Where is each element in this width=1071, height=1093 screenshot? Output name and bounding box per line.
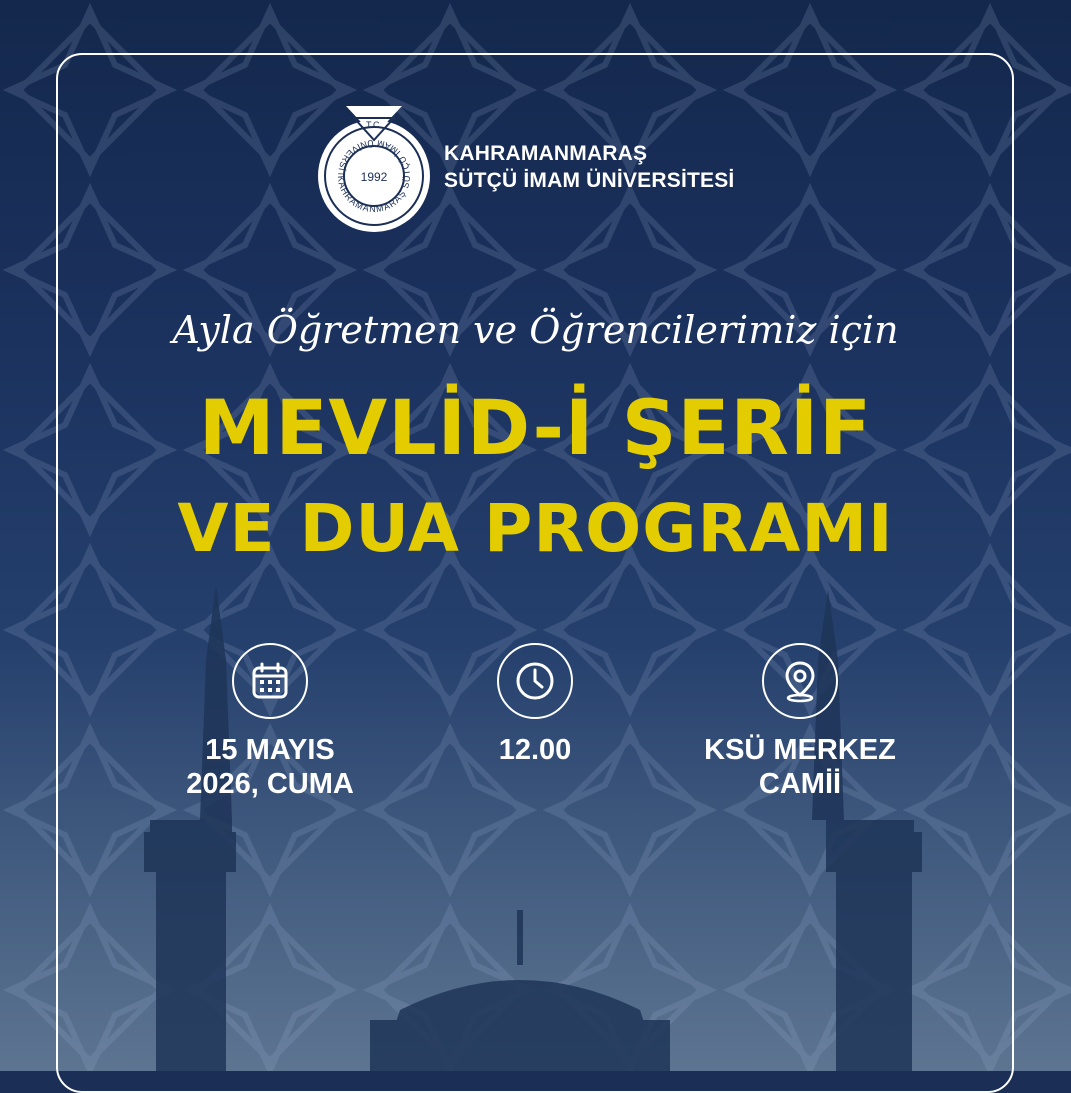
location-pin-icon — [762, 643, 838, 719]
event-place — [660, 733, 940, 801]
calendar-icon — [232, 643, 308, 719]
event-subtitle: Ayla Öğretmen ve Öğrencilerimiz için — [172, 308, 899, 352]
event-time: 12.00 — [498, 734, 572, 766]
university-name — [444, 140, 734, 194]
event-place-line2: CAMİİ — [758, 768, 842, 800]
event-title-line1: MEVLİD-İ ŞERİF — [198, 383, 873, 472]
clock-icon — [497, 643, 573, 719]
svg-text:T.C.: T.C. — [365, 120, 383, 130]
event-date-line1: 15 MAYIS — [205, 734, 335, 766]
event-place-line1: KSÜ MERKEZ — [704, 734, 896, 766]
university-name-line2: SÜTÇÜ İMAM ÜNİVERSİTESİ — [444, 169, 735, 192]
university-seal-icon — [314, 104, 434, 234]
svg-text:1992: 1992 — [360, 170, 388, 184]
event-date — [130, 733, 410, 801]
university-name-line1: KAHRAMANMARAŞ — [444, 142, 648, 165]
event-title-line2: VE DUA PROGRAMI — [177, 490, 894, 567]
university-logo — [314, 104, 434, 234]
seal-ring-text: KAHRAMANMARAŞ SÜTÇÜ İMAM ÜNİVERSİT — [335, 137, 413, 215]
content-frame — [56, 53, 1014, 1093]
event-date-line2: 2026, CUMA — [186, 768, 354, 800]
